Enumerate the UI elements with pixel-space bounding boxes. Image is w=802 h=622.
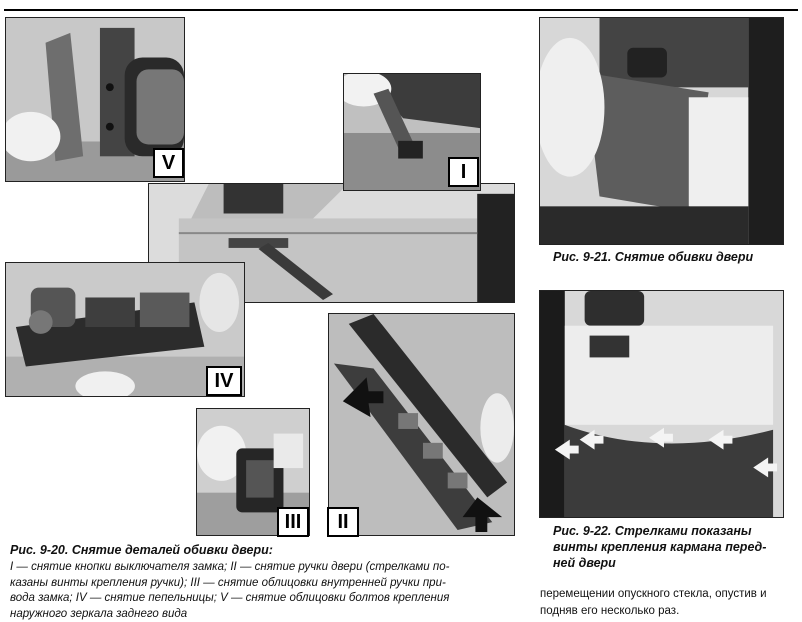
figure-9-20-title: Рис. 9-20. Снятие деталей обивки двери: <box>10 543 273 557</box>
body-line: перемещении опускного стекла, опустив и <box>540 586 767 603</box>
label-iv: IV <box>206 366 242 396</box>
figure-9-20-caption <box>10 560 530 622</box>
caption-line: наружного зеркала заднего вида <box>10 607 530 622</box>
caption-line: казаны винты крепления ручки); III — снятие облицовки внутренней ручки при- <box>10 576 530 592</box>
label-v: V <box>153 148 184 178</box>
caption-line: I — снятие кнопки выключателя замка; II — снятие ручки двери (стрелками по- <box>10 560 530 576</box>
label-iii: III <box>277 507 309 537</box>
top-rule <box>4 9 798 11</box>
caption-line: Рис. 9-22. Стрелками показаны <box>553 523 766 539</box>
figure-9-22-photo <box>539 290 784 518</box>
caption-line: ней двери <box>553 555 766 571</box>
body-text <box>540 586 767 619</box>
caption-line: винты крепления кармана перед- <box>553 539 766 555</box>
body-line: подняв его несколько раз. <box>540 603 767 620</box>
label-ii: II <box>327 507 359 537</box>
figure-9-21-photo <box>539 17 784 245</box>
caption-line: вода замка; IV — снятие пепельницы; V — снятие облицовки болтов крепления <box>10 591 530 607</box>
figure-9-21-title: Рис. 9-21. Снятие обивки двери <box>553 250 753 264</box>
label-i: I <box>448 157 479 187</box>
figure-9-22-caption <box>553 523 766 571</box>
figure-9-20-inset-ii-photo <box>328 313 515 536</box>
